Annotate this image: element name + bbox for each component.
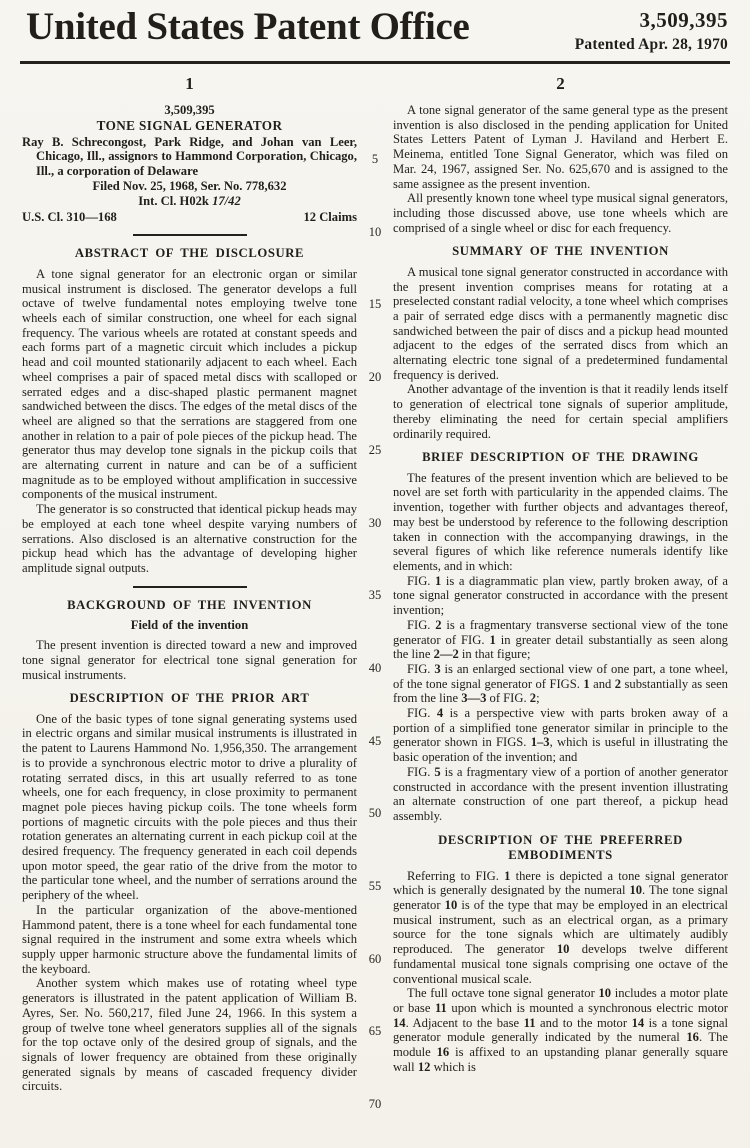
line-number: 60 [368,951,382,966]
section-heading: DESCRIPTION OF THE PREFERRED EMBODIMENTS [438,832,683,863]
us-cl: U.S. Cl. 310—168 [22,209,117,224]
line-number: 55 [368,879,382,893]
column-2-number: 2 [556,74,565,93]
paragraph: A tone signal generator of the same general type as the present invention is also disclosed in the pending application for United States Letters Patent of Lyman J. Haviland and Herbert E. Meinema, entitled Tone Signal Generator, which was filed on Mar. 24, 1967, assigned Ser. No. 625,670 and is assigned to the same assignee as the present invention. [393,103,728,191]
paragraph: Another advantage of the invention is that it readily lends itself to generation of electrical tone signals of superior amplitude, thereby eliminating the need for certain special amplifiers ordinarily required. [393,382,728,441]
paragraph: The present invention is directed toward a new and improved tone signal generator for electrical tone signal generation for musical instruments. [22,638,357,682]
section-divider [133,234,247,236]
masthead-right [575,5,728,54]
right-column [393,70,728,1094]
section-heading: ABSTRACT OF THE DISCLOSURE [74,246,305,261]
section-divider [133,586,247,588]
filed-line: Filed Nov. 25, 1968, Ser. No. 778,632 [92,178,287,193]
paragraph: FIG. 3 is an enlarged sectional view of one part, a tone wheel, of the tone signal generator of FIGS. 1 and 2 substantially as seen from the line 3—3 of FIG. 2; [393,661,728,706]
paragraph: FIG. 1 is a diagrammatic plan view, partly broken away, of a tone signal generator constructed in accordance with the present invention; [393,573,729,618]
line-number: 35 [368,588,382,603]
paragraph: A musical tone signal generator constructed in accordance with the present invention comprises means for rotating at a preselected constant radial velocity, a tone wheel which comprises a pair of serrated edge discs with a permanently magnetic disc sandwiched between the pair of discs and a pickup head mounted adjacent to the edges of the serrated discs from which an alternating electric tone signal of a predetermined fundamental frequency is derived. [393,264,728,382]
patent-office-title: United States Patent Office [26,5,470,48]
classification-row [22,210,357,225]
paragraph: FIG. 4 is a perspective view with parts broken away of a portion of a simplified tone generator similar in principle to the generator shown in FIGS. 1–3, which is useful in illustrating the basic operation of the invention; and [393,706,729,765]
front-patent-number: 3,509,395 [164,103,215,117]
invention-title: TONE SIGNAL GENERATOR [96,117,283,133]
column-1-number: 1 [185,74,194,93]
section-heading: BACKGROUND OF THE INVENTION [67,597,312,612]
line-number: 70 [368,1097,382,1112]
left-column-content [22,234,357,1094]
paragraph: The generator is so constructed that identical pickup heads may be employed at each tone wheel despite varying numbers of serrations. Also disclosed is an alternative construction for the pickup head which has the advantage of developing higher amplitude signal outputs. [22,502,357,575]
line-number: 20 [368,370,382,385]
line-number: 40 [368,660,382,675]
masthead [0,0,750,54]
line-number: 15 [368,297,382,312]
line-number: 10 [368,224,382,239]
line-number-gutter [357,70,393,1112]
line-number: 65 [368,1024,382,1039]
int-cl-line: Int. Cl. H02k 17/42 [138,193,241,208]
paragraph: FIG. 5 is a fragmentary view of a portion of another generator constructed in accordance with the present invention illustrating an alternate construction of one part thereof, a pickup head assembly. [393,764,729,823]
section-heading: DESCRIPTION OF THE PRIOR ART [69,691,310,706]
claims-count: 12 Claims [303,209,357,224]
left-column [22,70,357,1094]
line-number: 5 [371,152,379,166]
paragraph: The full octave tone signal generator 10 includes a motor plate or base 11 upon which is mounted a synchronous electric motor 14. Adjacent to the base 11 and to the motor 14 is a tone signal generator module generally indicated by the numeral 16. The module 16 is affixed to an upstanding planar generally square wall 12 which is [393,986,728,1074]
paragraph: A tone signal generator for an electronic organ or similar musical instrument is disclosed. The generator develops a full octave of twelve fundamental notes employing twelve tone wheels each of similar construction, one wheel for each signal frequency. The various wheels are rotated at constant speeds and each forms part of a magnetic circuit which includes a pickup head and coil mounted stationarily adjacent to each wheel. Each wheel comprises a pair of spaced metal discs with scalloped or serrated edges and a disc-shaped plastic permanent magnet sandwiched between the discs. The edges of the metal discs of the wheel are aligned so that the serrations are staggered from one another in relation to a pair of pole pieces of the pickup head. The generator thus may develop tone signals in the pickup coils that are alternating current in nature and can be of a sufficient magnitude as to be employed without amplification in successive components of the musical instrument. [22,266,357,502]
page-columns [0,64,750,1112]
section-heading: BRIEF DESCRIPTION OF THE DRAWING [422,450,699,465]
paragraph: Another system which makes use of rotating wheel type generators is illustrated in the patent application of William B. Ayres, Ser. No. 560,217, filed June 24, 1966. In this system a group of twelve tone wheel generators supplies all of the signals for the top octave only of the desired group of signals, and the signals of lower frequency are obtained from these originally generated signals by means of cascaded frequency divider circuits. [22,976,357,1094]
section-heading: SUMMARY OF THE INVENTION [452,244,669,259]
patent-date: Patented Apr. 28, 1970 [574,36,728,53]
paragraph: The features of the present invention which are believed to be novel are set forth with particularity in the appended claims. The invention, together with further objects and advantages thereof, may best be understood by reference to the following description taken in connection with the accompanying drawings, in the several figures of which like reference numerals identify like elements, and in which: [393,470,728,573]
line-number: 30 [368,515,382,530]
right-column-content [393,103,728,1074]
paragraph: FIG. 2 is a fragmentary transverse sectional view of the tone generator of FIG. 1 in greater detail substantially as seen along the line 2—2 in that figure; [393,617,728,662]
line-number: 25 [368,442,382,457]
line-number: 50 [368,806,382,821]
paragraph: Referring to FIG. 1 there is depicted a tone signal generator which is generally designated by the numeral 10. The tone signal generator 10 is of the type that may be employed in an electrical musical instrument, such as an electrical organ, as a primary source for the tone signals which are ultimately audibly reproduced. The generator 10 develops twelve different fundamental musical tone signals comprising one octave of the conventional musical scale. [393,868,729,986]
sub-heading: Field of the invention [130,618,249,633]
front-matter [22,103,357,224]
line-number: 45 [368,733,382,748]
inventors-line: Ray B. Schrecongost, Park Ridge, and Johan van Leer, Chicago, Ill., assignors to Hammond Corporation, Chicago, Ill., a corporation of Delaware [22,134,357,179]
paragraph: In the particular organization of the above-mentioned Hammond patent, there is a tone wheel for each fundamental tone signal required in the instrument and some extra wheels which supply upper harmonic structure above the fundamental limits of the keyboard. [22,902,357,976]
patent-number: 3,509,395 [639,8,728,32]
paragraph: One of the basic types of tone signal generating systems used in electric organs and similar musical instruments is illustrated in the patent to Laurens Hammond No. 1,956,350. The arrangement is to provide a synchronous electric motor to drive a plurality of rotating serrated discs, in this art usually referred to as tone wheels, one for each frequency, in close proximity to permanent magnet pole pieces having pickup coils. The tone wheels form portions of magnetic circuits with the pole pieces and thus their rotation generates an alternating current in each pickup coil at the desired frequency. The frequency generated in each coil depends upon motor speed, the gear ratio of the drive from the motor to the particular tone wheel, and the number of serrations around the periphery of the wheel. [22,711,357,903]
paragraph: All presently known tone wheel type musical signal generators, including those discussed above, use tone wheels which are comprised of a single wheel or disc for each frequency. [393,191,728,235]
